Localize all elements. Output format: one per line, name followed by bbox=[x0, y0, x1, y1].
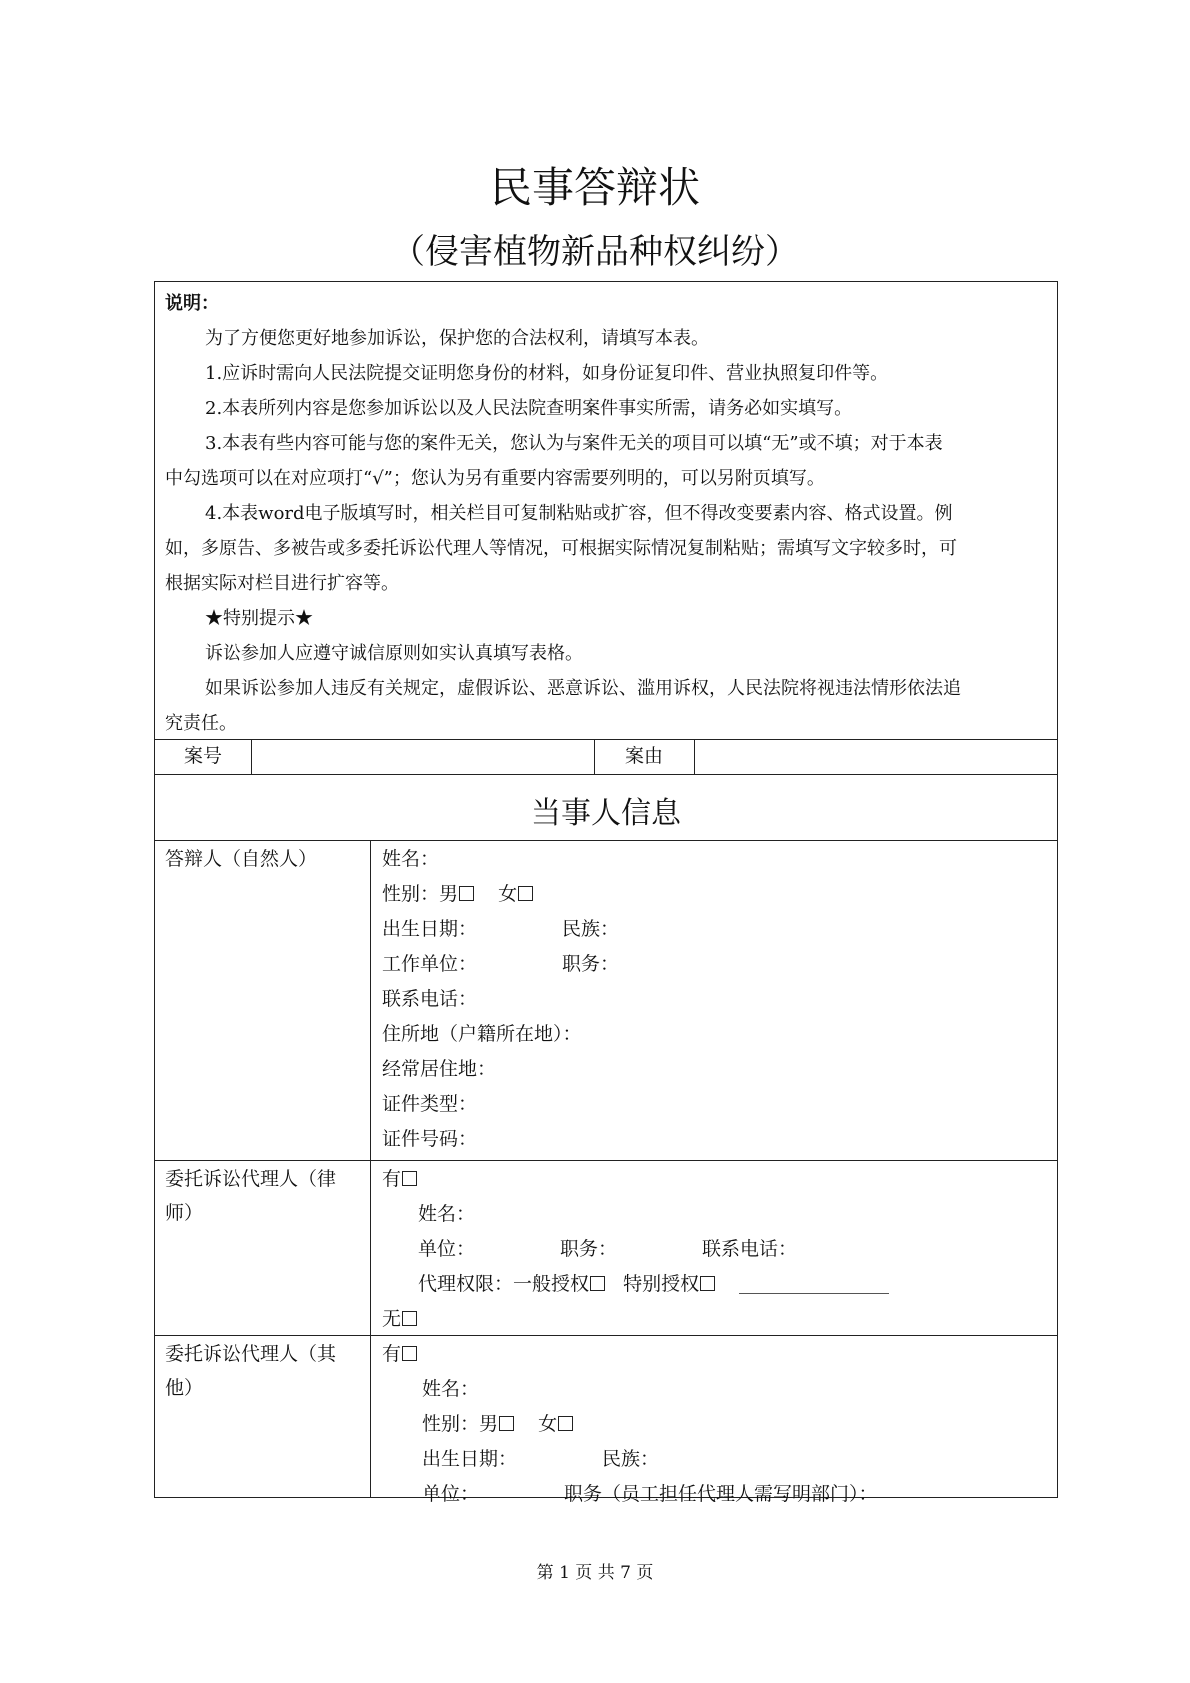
divider bbox=[155, 774, 1057, 775]
position-field[interactable]: 职务： bbox=[562, 953, 620, 975]
divider bbox=[370, 840, 371, 1497]
has-other-agent-row bbox=[382, 1337, 878, 1372]
residence-field[interactable]: 经常居住地： bbox=[382, 1058, 497, 1080]
birth-date-field[interactable]: 出生日期： bbox=[422, 1448, 518, 1470]
gender-field bbox=[382, 877, 619, 912]
divider bbox=[251, 739, 252, 774]
female-checkbox[interactable] bbox=[558, 1416, 573, 1431]
id-number-field[interactable]: 证件号码： bbox=[382, 1128, 478, 1150]
case-cause-field[interactable] bbox=[698, 739, 1053, 774]
birth-date-field[interactable]: 出生日期： bbox=[382, 918, 478, 940]
domicile-field[interactable]: 住所地（户籍所在地）： bbox=[382, 1023, 582, 1045]
document-title: 民事答辩状 bbox=[489, 163, 700, 212]
no-agent-option: 无 bbox=[382, 1308, 402, 1330]
lawyer-agent-label-line: 师） bbox=[165, 1202, 204, 1224]
phone-field[interactable]: 联系电话： bbox=[382, 988, 478, 1010]
instruction-line: 2.本表所列内容是您参加诉讼以及人民法院查明案件事实所需，请务必如实填写。 bbox=[205, 398, 853, 419]
instruction-line: 诉讼参加人应遵守诚信原则如实认真填写表格。 bbox=[205, 643, 583, 664]
respondent-label: 答辩人（自然人） bbox=[165, 848, 318, 870]
other-agent-name-field[interactable]: 姓名： bbox=[422, 1378, 480, 1400]
has-other-agent-option: 有 bbox=[382, 1343, 402, 1365]
divider bbox=[694, 739, 695, 774]
instruction-line: 为了方便您更好地参加诉讼，保护您的合法权利，请填写本表。 bbox=[205, 328, 709, 349]
employer-field[interactable]: 工作单位： bbox=[382, 953, 478, 975]
instruction-line: 3.本表有些内容可能与您的案件无关，您认为与案件无关的项目可以填“无”或不填；对于本表 bbox=[205, 433, 943, 454]
authority-row bbox=[382, 1267, 889, 1302]
has-agent-row bbox=[382, 1162, 889, 1197]
other-agent-label bbox=[165, 1337, 360, 1405]
general-authority-checkbox[interactable] bbox=[590, 1276, 605, 1291]
case-number-field[interactable] bbox=[255, 739, 590, 774]
special-authority-option: 特别授权 bbox=[623, 1273, 700, 1295]
authority-label: 代理权限： bbox=[418, 1273, 514, 1295]
ethnicity-field[interactable]: 民族： bbox=[562, 918, 620, 940]
instructions-section bbox=[165, 286, 1049, 741]
male-checkbox[interactable] bbox=[459, 886, 474, 901]
agent-unit-field[interactable]: 单位： bbox=[418, 1238, 476, 1260]
divider bbox=[155, 1335, 1057, 1336]
other-agent-fields bbox=[382, 1337, 878, 1512]
instruction-line: 1.应诉时需向人民法院提交证明您身份的材料，如身份证复印件、营业执照复印件等。 bbox=[205, 363, 889, 384]
special-notice-heading: ★特别提示★ bbox=[205, 608, 313, 629]
authority-blank[interactable] bbox=[739, 1269, 889, 1294]
birth-ethnicity-row bbox=[382, 912, 619, 947]
instruction-line: 根据实际对栏目进行扩容等。 bbox=[165, 573, 399, 594]
gender-label: 性别： bbox=[382, 883, 440, 905]
instruction-line: 究责任。 bbox=[165, 713, 237, 734]
employer-position-row bbox=[382, 947, 619, 982]
agent-phone-field[interactable]: 联系电话： bbox=[702, 1238, 798, 1260]
other-agent-gender-row bbox=[382, 1407, 878, 1442]
form-table bbox=[154, 281, 1058, 1505]
lawyer-agent-fields bbox=[382, 1162, 889, 1337]
ethnicity-field[interactable]: 民族： bbox=[602, 1448, 660, 1470]
female-option: 女 bbox=[498, 883, 518, 905]
agent-unit-row bbox=[382, 1232, 889, 1267]
has-agent-option: 有 bbox=[382, 1168, 402, 1190]
instruction-line: 中勾选项可以在对应项打“√”；您认为另有重要内容需要列明的，可以另附页填写。 bbox=[165, 468, 825, 489]
no-agent-row bbox=[382, 1302, 889, 1337]
page-footer: 第 1 页 共 7 页 bbox=[536, 1563, 654, 1583]
special-authority-checkbox[interactable] bbox=[700, 1276, 715, 1291]
instruction-line: 如果诉讼参加人违反有关规定，虚假诉讼、恶意诉讼、滥用诉权，人民法院将视违法情形依法追 bbox=[205, 678, 961, 699]
male-option: 男 bbox=[479, 1413, 499, 1435]
name-field[interactable]: 姓名： bbox=[382, 848, 440, 870]
unit-field[interactable]: 单位： bbox=[422, 1483, 480, 1505]
has-agent-checkbox[interactable] bbox=[402, 1171, 417, 1186]
lawyer-agent-label bbox=[165, 1162, 360, 1230]
document-subtitle: （侵害植物新品种权纠纷） bbox=[391, 232, 799, 272]
other-agent-label-line: 委托诉讼代理人（其 bbox=[165, 1343, 337, 1365]
section-title: 当事人信息 bbox=[531, 796, 681, 831]
other-agent-birth-row bbox=[382, 1442, 878, 1477]
instruction-line: 如，多原告、多被告或多委托诉讼代理人等情况，可根据实际情况复制粘贴；需填写文字较多时，可 bbox=[165, 538, 957, 559]
has-other-agent-checkbox[interactable] bbox=[402, 1346, 417, 1361]
divider bbox=[155, 840, 1057, 841]
agent-position-field[interactable]: 职务： bbox=[560, 1238, 618, 1260]
instructions-heading: 说明： bbox=[165, 293, 219, 314]
general-authority-option: 一般授权 bbox=[513, 1273, 590, 1295]
position-field[interactable]: 职务（员工担任代理人需写明部门）： bbox=[564, 1483, 878, 1505]
female-checkbox[interactable] bbox=[518, 886, 533, 901]
instruction-line: 4.本表word电子版填写时，相关栏目可复制粘贴或扩容，但不得改变要素内容、格式设置。例 bbox=[205, 503, 953, 524]
respondent-fields bbox=[382, 842, 619, 1157]
id-type-field[interactable]: 证件类型： bbox=[382, 1093, 478, 1115]
male-option: 男 bbox=[439, 883, 459, 905]
gender-label: 性别： bbox=[422, 1413, 480, 1435]
agent-name-field[interactable]: 姓名： bbox=[418, 1203, 476, 1225]
lawyer-agent-label-line: 委托诉讼代理人（律 bbox=[165, 1168, 337, 1190]
other-agent-unit-row bbox=[382, 1477, 878, 1512]
no-agent-checkbox[interactable] bbox=[402, 1311, 417, 1326]
case-number-label: 案号 bbox=[183, 745, 222, 767]
other-agent-label-line: 他） bbox=[165, 1377, 204, 1399]
male-checkbox[interactable] bbox=[499, 1416, 514, 1431]
case-cause-label: 案由 bbox=[624, 745, 663, 767]
female-option: 女 bbox=[538, 1413, 558, 1435]
divider bbox=[155, 1160, 1057, 1161]
